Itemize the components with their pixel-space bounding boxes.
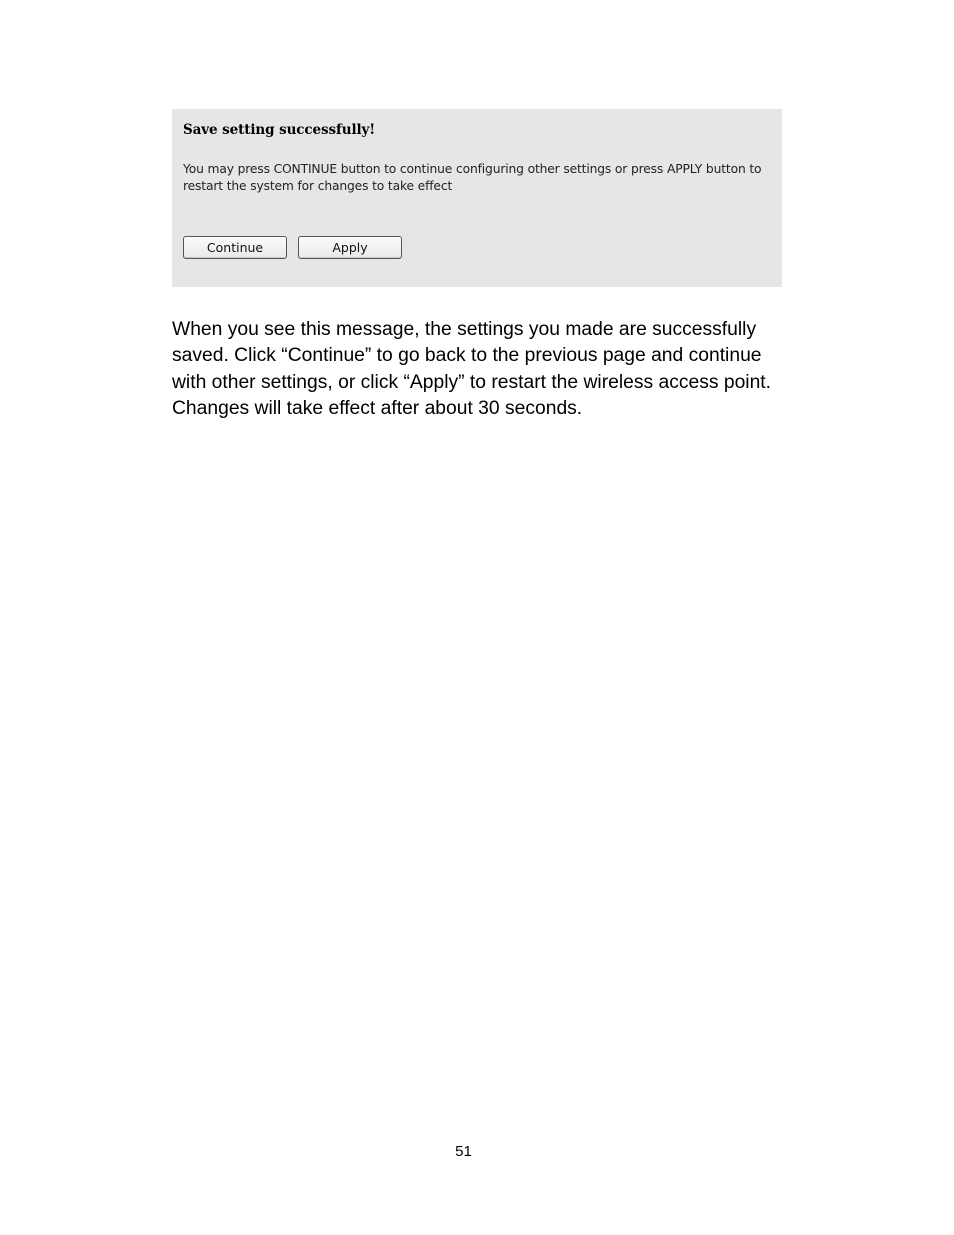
continue-button[interactable]: Continue [183, 236, 287, 259]
panel-title: Save setting successfully! [183, 122, 376, 138]
apply-button[interactable]: Apply [298, 236, 402, 259]
save-success-panel [172, 109, 782, 287]
panel-message: You may press CONTINUE button to continue configuring other settings or press APPLY button to restart the system for changes to take effect [183, 162, 762, 193]
page-number: 51 [455, 1143, 472, 1160]
body-paragraph: When you see this message, the settings you made are successfully saved. Click “Continue” to go back to the previous page and continue with other settings, or click “Apply” to restart the wireless access point. Changes will take effect after about 30 seconds. [172, 319, 772, 419]
